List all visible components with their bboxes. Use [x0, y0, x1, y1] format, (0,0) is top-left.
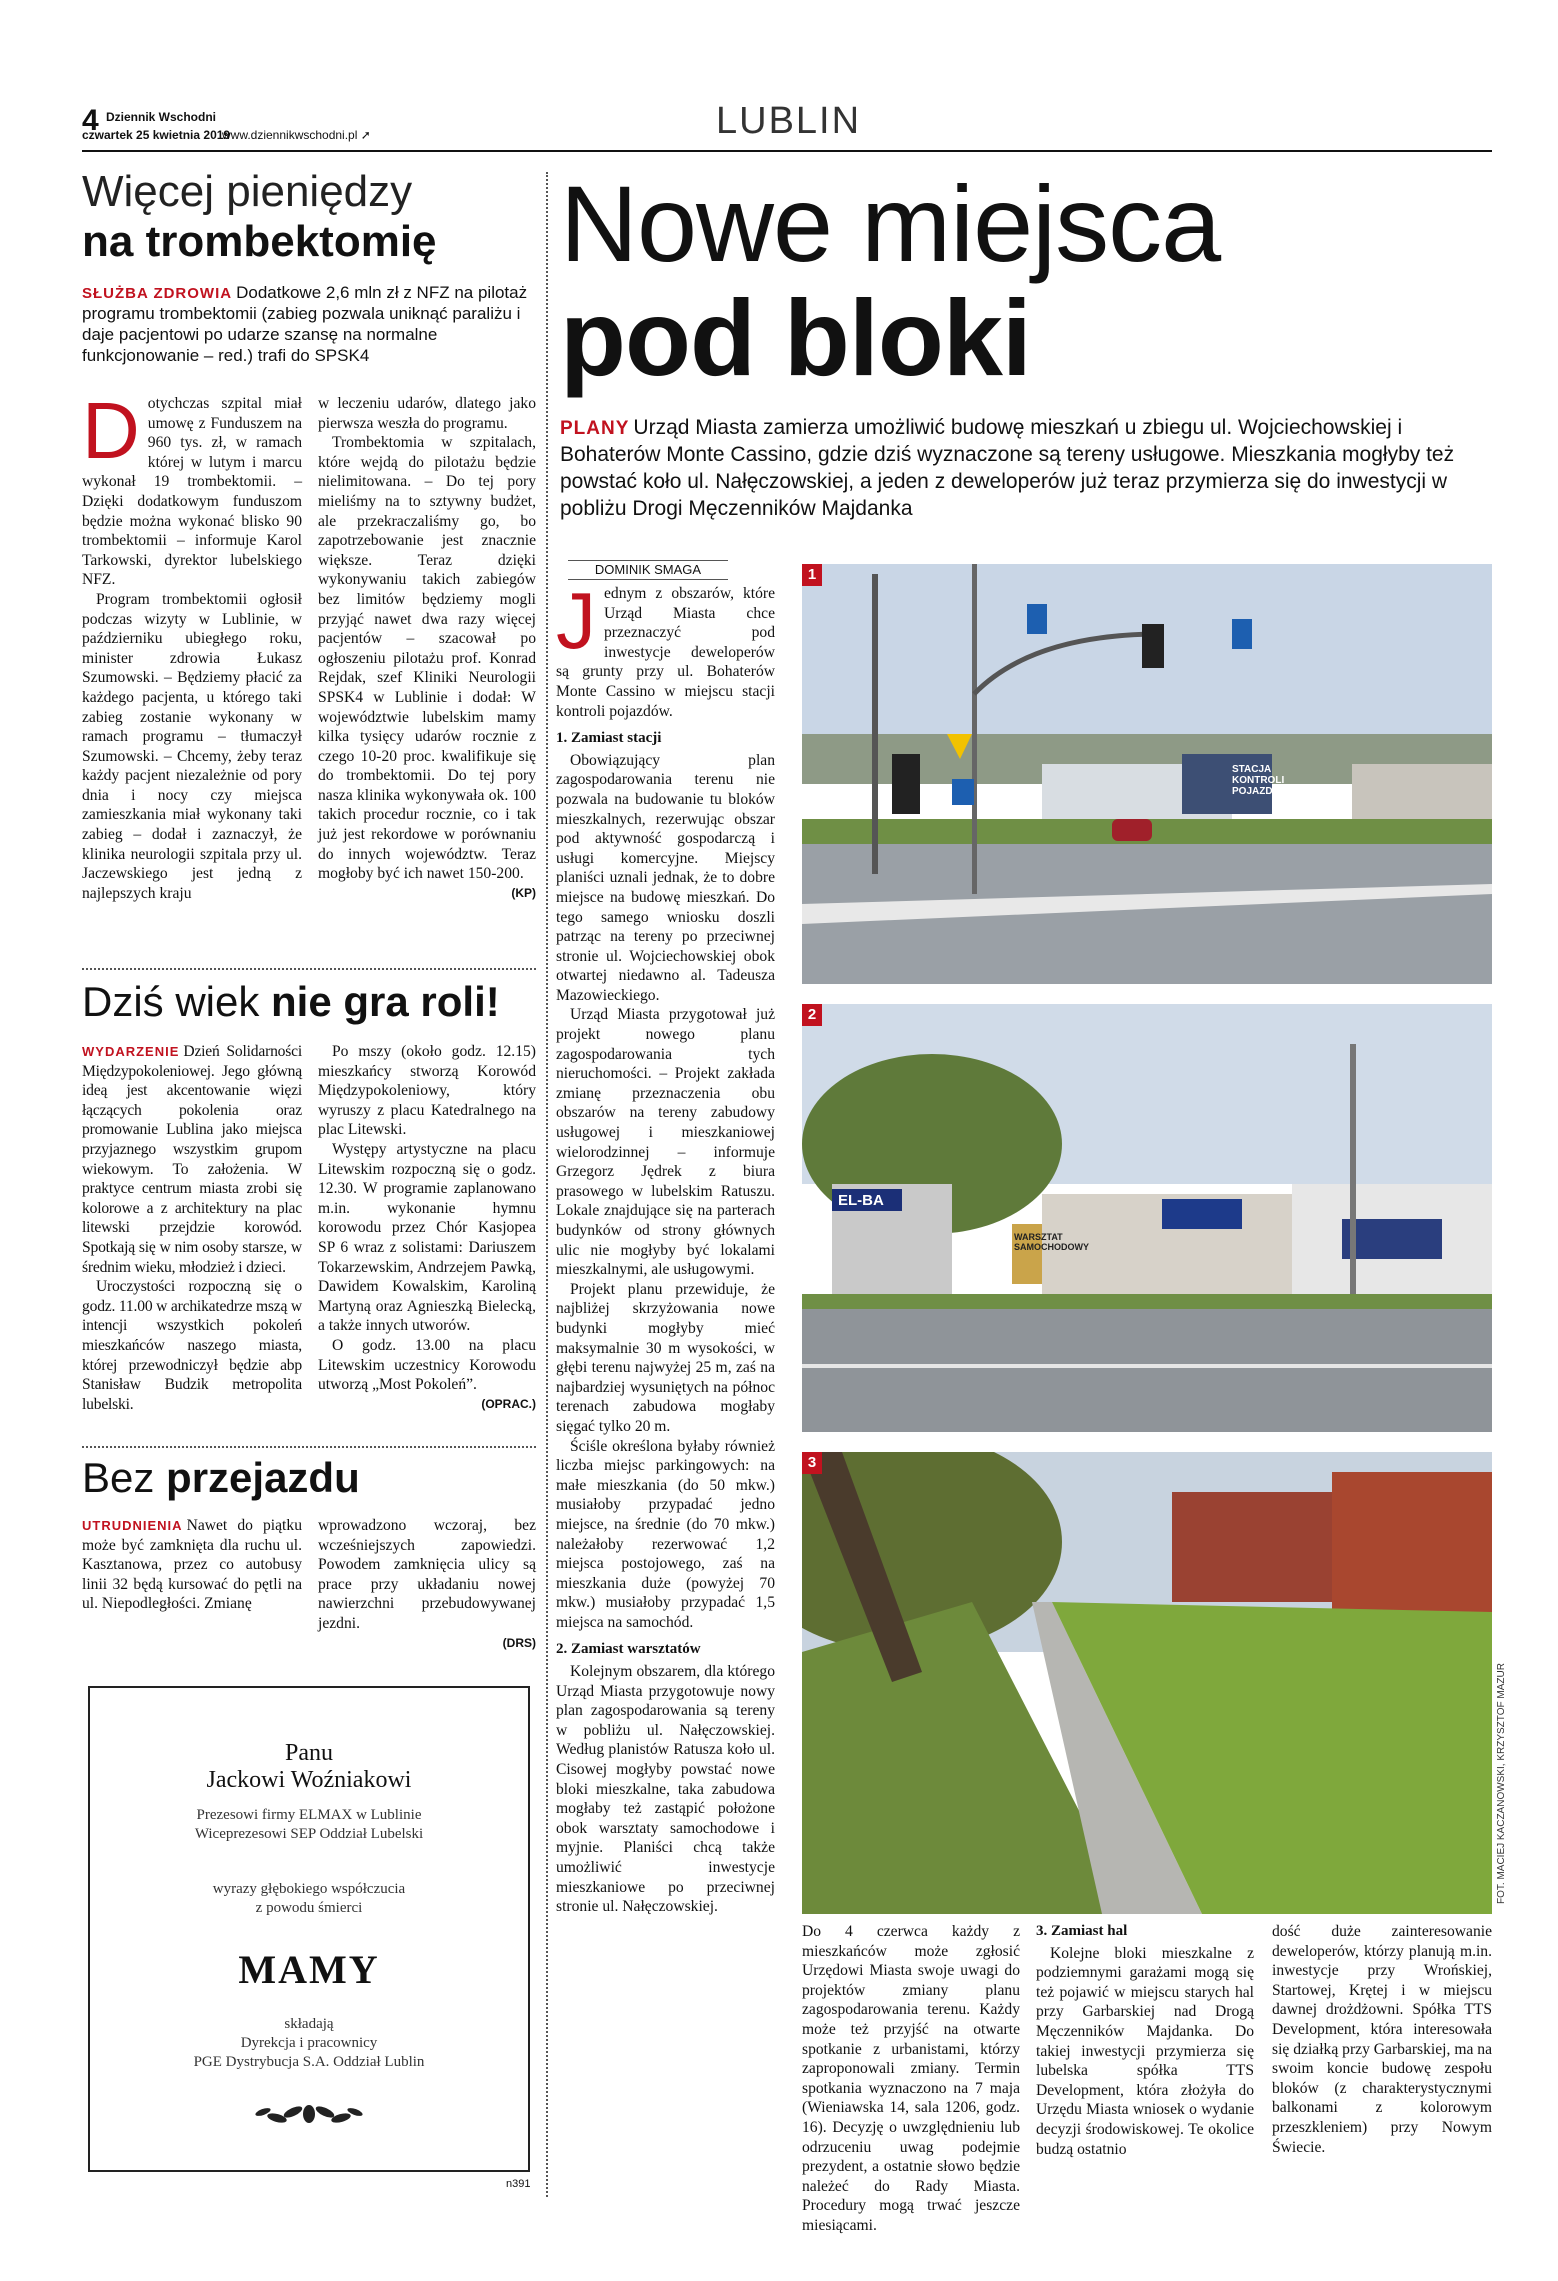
article1-title-line1: Więcej pieniędzy — [82, 167, 413, 216]
main-column-3 — [1036, 1922, 1254, 2159]
article3-column-2 — [318, 1516, 536, 1650]
divider — [82, 968, 536, 970]
article2-paragraph: O godz. 13.00 na placu Litewskim uczestnicy Korowodu utworzą „Most Pokoleń”. — [318, 1336, 536, 1394]
subheading-1: 1. Zamiast stacji — [556, 730, 662, 747]
obituary-from: PGE Dystrybucja S.A. Oddział Lublin — [193, 2054, 425, 2070]
article3-kicker: UTRUDNIENIA — [82, 1518, 183, 1533]
divider — [82, 1446, 536, 1448]
article1-dropcap: D — [82, 386, 140, 475]
author-byline: DOMINIK SMAGA — [568, 560, 728, 580]
article2-paragraph: Uroczystości rozpoczną się o godz. 11.00 w archikatedrze mszą w intencji wszystkich pokoleń mieszkańców naszego miasta, której przewodniczył będzie abp Stanisław Budzik metropolita lubelski. — [82, 1278, 302, 1413]
main-paragraph: Projekt planu przewiduje, że najbliżej skrzyżowania nowe budynki mogłyby mieć maksymalnie 30 m wysokości, w głębi terenu najwyżej 25 m, zaś na najbardziej wysuniętych na północ terenach zabudowa mogłaby sięgać tylko 20 m. — [556, 1280, 775, 1435]
main-lead — [560, 414, 1492, 522]
main-paragraph: Kolejne bloki mieszkalne z podziemnymi garażami mogą się też pojawić w miejscu starych hal przy Garbarskiej nad Drogą Męczenników Majdanka. Do takiej inwestycji przymierza się lubelska spółka TTS Development, która złożyła do Urzędu Miasta wniosek o wydanie decyzji środowiskowej. Te okolice budzą ostatnio — [1036, 1944, 1254, 2158]
issue-date: czwartek 25 kwietnia 2019 — [82, 128, 231, 142]
main-title-line2: pod bloki — [560, 277, 1031, 398]
obituary-from: składają — [284, 2016, 334, 2032]
article3-signature: (DRS) — [502, 1635, 536, 1650]
photo2-sign: EL-BA — [838, 1192, 884, 1209]
main-lead-text: Urząd Miasta zamierza umożliwić budowę mieszkań u zbiegu ul. Wojciechowskiej i Bohaterów Monte Cassino, gdzie dziś wyznaczone są tereny usługowe. Mieszkania mogłyby też powstać koło ul. Nałęczowskiej, a jeden z deweloperów już teraz przymierza się do inwestycji w pobliżu Drogi Męczenników Majdanka — [560, 416, 1455, 520]
obituary-condolences: z powodu śmierci — [255, 1900, 363, 1916]
main-title-line1: Nowe miejsca — [560, 163, 1221, 284]
article1-paragraph: Program trombektomii ogłosił podczas wizyty w Lublinie, w październiku ubiegłego roku, minister zdrowia Łukasz Szumowski. – Będziemy płacić za każdego pacjenta, u którego taki zabieg zostanie wykonany w ramach programu – tłumaczył Szumowski. – Chcemy, żeby teraz każdy pacjent niezależnie od pory dnia i nocy czy miejsca zamieszkania miał wykonany taki zabieg – dodał i zaznaczył, że klinika neurologii szpitala przy ul. Jaczewskiego jest jedną z najlepszych kraju — [82, 590, 302, 902]
main-column-1 — [556, 576, 775, 1917]
article2-title — [82, 978, 500, 1026]
article2-title-light: Dziś wiek — [82, 978, 260, 1025]
article1-paragraph: w leczeniu udarów, dlatego jako pierwsza weszła do programu. — [318, 395, 536, 432]
article2-title-bold: nie gra roli! — [271, 978, 500, 1025]
photo-3-halls — [802, 1452, 1492, 1914]
article3-title-bold: przejazdu — [166, 1454, 360, 1501]
subheading-3: 3. Zamiast hal — [1036, 1923, 1128, 1939]
ad-code: n391 — [506, 2178, 531, 2190]
article2-paragraph: Po mszy (około godz. 12.15) mieszkańcy stworzą Korowód Międzypokoleniowy, który wyruszy z placu Katedralnego na plac Litewski. — [318, 1043, 536, 1139]
article3-column-1 — [82, 1516, 302, 1614]
main-column-2 — [802, 1922, 1020, 2236]
obituary-role: Prezesowi firmy ELMAX w Lublinie — [196, 1807, 422, 1823]
floral-ornament-icon — [249, 2094, 369, 2134]
main-paragraph: Urząd Miasta przygotował już projekt nowego planu zagospodarowania tych nieruchomości. – Projekt zakłada zmianę przeznaczenia obu obszarów na tereny zabudowy usługowej i mieszkaniowej wielorodzinnej – informuje Grzegorz Jędrek z biura prasowego w lubelskim Ratuszu. Lokale znajdujące się na parterach budynków od strony głównych ulic nie mogłyby być lokalami mieszkalnymi, ale usługowymi. — [556, 1006, 775, 1279]
photo1-sign: STACJA KONTROLI POJAZDÓW — [1232, 764, 1290, 797]
obituary-from: Dyrekcja i pracownicy — [240, 2035, 378, 2051]
article3-paragraph: wprowadzono wczoraj, bez wcześniejszych zapowiedzi. Powodem zamknięcia ulicy są prace przy układaniu nowej nawierzchni przebudowywanej jezdni. — [318, 1517, 536, 1632]
obituary-salutation: Panu — [285, 1740, 333, 1766]
article2-signature: (OPRAC.) — [481, 1396, 536, 1411]
article1-kicker: SŁUŻBA ZDROWIA — [82, 285, 233, 302]
article3-title-light: Bez — [82, 1454, 155, 1501]
photo-number: 3 — [802, 1452, 822, 1474]
main-paragraph: Obowiązujący plan zagospodarowania terenu nie pozwala na budowanie tu bloków mieszkalnych, rezerwując obszar pod aktywność gospodarczą i usługi komercyjne. Miejscy planiści uznali jednak, że to dobre miejsce na budowę mieszkań. Do tego samego wniosku doszli patrząc na tereny po przeciwnej stronie ul. Wojciechowskiej obok otwartej niedawno al. Tadeusza Mazowieckiego. — [556, 751, 775, 1004]
article2-column-2 — [318, 1042, 536, 1411]
cursor-icon: ➚ — [360, 128, 371, 142]
article1-paragraph: Trombektomia w szpitalach, które wejdą do pilotażu będzie nielimitowana. – Do tej pory mieliśmy na to sztywny budżet, ale przekraczaliśmy go, bo zapotrzebowanie jest znacznie większe. Teraz dzięki wykonywaniu takich zabiegów bez limitów będziemy mogli przyjąć nawet dwa razy więcej pacjentów – szacował po ogłoszeniu pilotażu prof. Konrad Rejdak, szef Kliniki Neurologii SPSK4 w Lublinie i dodał: W województwie lubelskim mamy kilka tysięcy udarów rocznie z czego 10-20 proc. kwalifikuje się do trombektomii. Do tej pory nasza klinika wykonywała ok. 100 takich procedur rocznie, co i tak już jest rekordowe w porównaniu do innych województw. Teraz mogłoby być ich nawet 150-200. — [318, 434, 536, 883]
obituary-name: Jackowi Woźniakowi — [206, 1767, 412, 1793]
subheading-2: 2. Zamiast warsztatów — [556, 1641, 701, 1658]
photo-1-intersection — [802, 564, 1492, 984]
website-link[interactable]: www.dziennikwschodni.pl ➚ — [222, 128, 371, 142]
main-column-4 — [1272, 1922, 1492, 2157]
photo-credit: FOT. MACIEJ KACZANOWSKI, KRZYSZTOF MAZUR — [1496, 1663, 1507, 1904]
obituary-box — [88, 1686, 530, 2172]
section-title: LUBLIN — [716, 100, 862, 142]
article1-signature: (KP) — [511, 885, 536, 900]
main-paragraph: ednym z obszarów, które Urząd Miasta chce przeznaczyć pod inwestycje deweloperów są grunty przy ul. Bohaterów Monte Cassino w miejscu stacji kontroli pojazdów. — [556, 585, 775, 720]
article3-title — [82, 1454, 360, 1502]
article3-paragraph: Nawet do piątku może być zamknięta dla ruchu ul. Kasztanowa, przez co autobusy linii 32 będą kursować do pętli na ul. Niepodległości. Zmianę — [82, 1517, 302, 1613]
column-separator — [546, 172, 548, 2197]
article1-lead-text: Dodatkowe 2,6 mln zł z NFZ na pilotaż programu trombektomii (zabieg pozwala uniknąć paraliżu i daje pacjentowi po udarze szansę na normalne funkcjonowanie – red.) trafi do SPSK4 — [82, 283, 528, 365]
article2-paragraph: Dzień Solidarności Międzypokoleniowej. Jego główną ideą jest akcentowanie więzi łączących pokolenia oraz promowanie Lublina jako miejsca przyjaznego wszystkim grupom wiekowym. To założenia. W praktyce centrum miasta zrobi się kolorowe a z architektury na plac litewski przejdzie korowód. Spotkają się w nim osoby starsze, w średnim wieku, młodzież i dzieci. — [82, 1043, 302, 1276]
article1-column-1 — [82, 386, 302, 903]
main-paragraph: Do 4 czerwca każdy z mieszkańców może zgłosić Urzędowi Miasta swoje uwagi do projektów zmiany planu zagospodarowania terenu. Każdy może też przyjść na otwarte spotkanie z urbanistami, którzy zaproponowali zmiany. Termin spotkania wyznaczono na 7 maja (Wieniawska 14, sala 1206, godz. 16). Decyzję o uwzględnieniu lub odrzuceniu uwag podejmie prezydent, a ostatnie słowo będzie należeć do Rady Miasta. Procedury mogą trwać jeszcze miesiącami. — [802, 1923, 1020, 2234]
paper-name: Dziennik Wschodni — [106, 110, 217, 124]
obituary-condolences: wyrazy głębokiego współczucia — [212, 1881, 406, 1897]
photo-2-workshops — [802, 1004, 1492, 1432]
article2-column-1 — [82, 1042, 302, 1414]
obituary-mother: MAMY — [238, 1947, 380, 1992]
main-kicker: PLANY — [560, 418, 630, 439]
article1-paragraph: otychczas szpital miał umowę z Funduszem na 960 tys. zł, w ramach której w lutym i marcu wykonał 19 trombektomii. – Dzięki dodatkowym funduszom będzie można wykonać blisko 90 trombektomii – informuje Karol Tarkowski, dyrektor lubelskiego NFZ. — [82, 395, 302, 589]
article1-title-line2: na trombektomię — [82, 217, 437, 266]
page-number: 4 — [82, 104, 99, 137]
main-paragraph: Kolejnym obszarem, dla którego Urząd Miasta przygotowuje nowy plan zagospodarowania są tereny w pobliżu ul. Nałęczowskiej. Według planistów Ratusza koło ul. Cisowej mogłyby powstać nowe bloki mieszkalne, taka zabudowa mogłaby też zastąpić położone obok warsztaty samochodowe i myjnie. Planiści chcą także umożliwić inwestycje mieszkaniowe po przeciwnej stronie ul. Nałęczowskiej. — [556, 1663, 775, 1916]
article1-lead — [82, 282, 532, 366]
obituary-role: Wiceprezesowi SEP Oddział Lubelski — [194, 1826, 424, 1842]
photo2-sign: WARSZTAT SAMOCHODOWY — [1014, 1232, 1089, 1252]
header-rule — [82, 150, 1492, 152]
main-dropcap: J — [556, 576, 596, 665]
photo-number: 1 — [802, 564, 822, 586]
article2-paragraph: Występy artystyczne na placu Litewskim rozpoczną się o godz. 12.30. W programie zaplanowano m.in. wykonanie hymnu korowodu przez Chór Kasjopea SP 6 wraz z solistami: Dariuszem Tokarzewskim, Andrzejem Pawką, Dawidem Kowalskim, Karoliną Martyną oraz Agnieszką Bielecką, a także innych utworów. — [318, 1140, 536, 1335]
photo-number: 2 — [802, 1004, 822, 1026]
article1-column-2 — [318, 394, 536, 900]
main-paragraph: Ściśle określona byłaby również liczba miejsc parkingowych: na małe mieszkania (do 50 mkw.) musiałoby przypadać jedno miejsce, na średnie (do 70 mkw.) należałoby rezerwować 1,2 miejsca postojowego, zaś na mieszkania duże (powyżej 70 mkw.) musiałoby przypadać 1,5 miejsca na samochód. — [556, 1437, 775, 1631]
article2-kicker: WYDARZENIE — [82, 1044, 180, 1059]
main-paragraph: dość duże zainteresowanie deweloperów, którzy planują m.in. inwestycje przy Wrońskiej, Startowej, Krętej i w miejscu dawnej drożdżowni. Spółka TTS Development, która interesowała się działką przy Garbarskiej, ma na swoim koncie budowę zespołu bloków (z charakterystycznymi balkonami z kolorowym przeszkleniem) przy Nowym Świecie. — [1272, 1923, 1492, 2156]
